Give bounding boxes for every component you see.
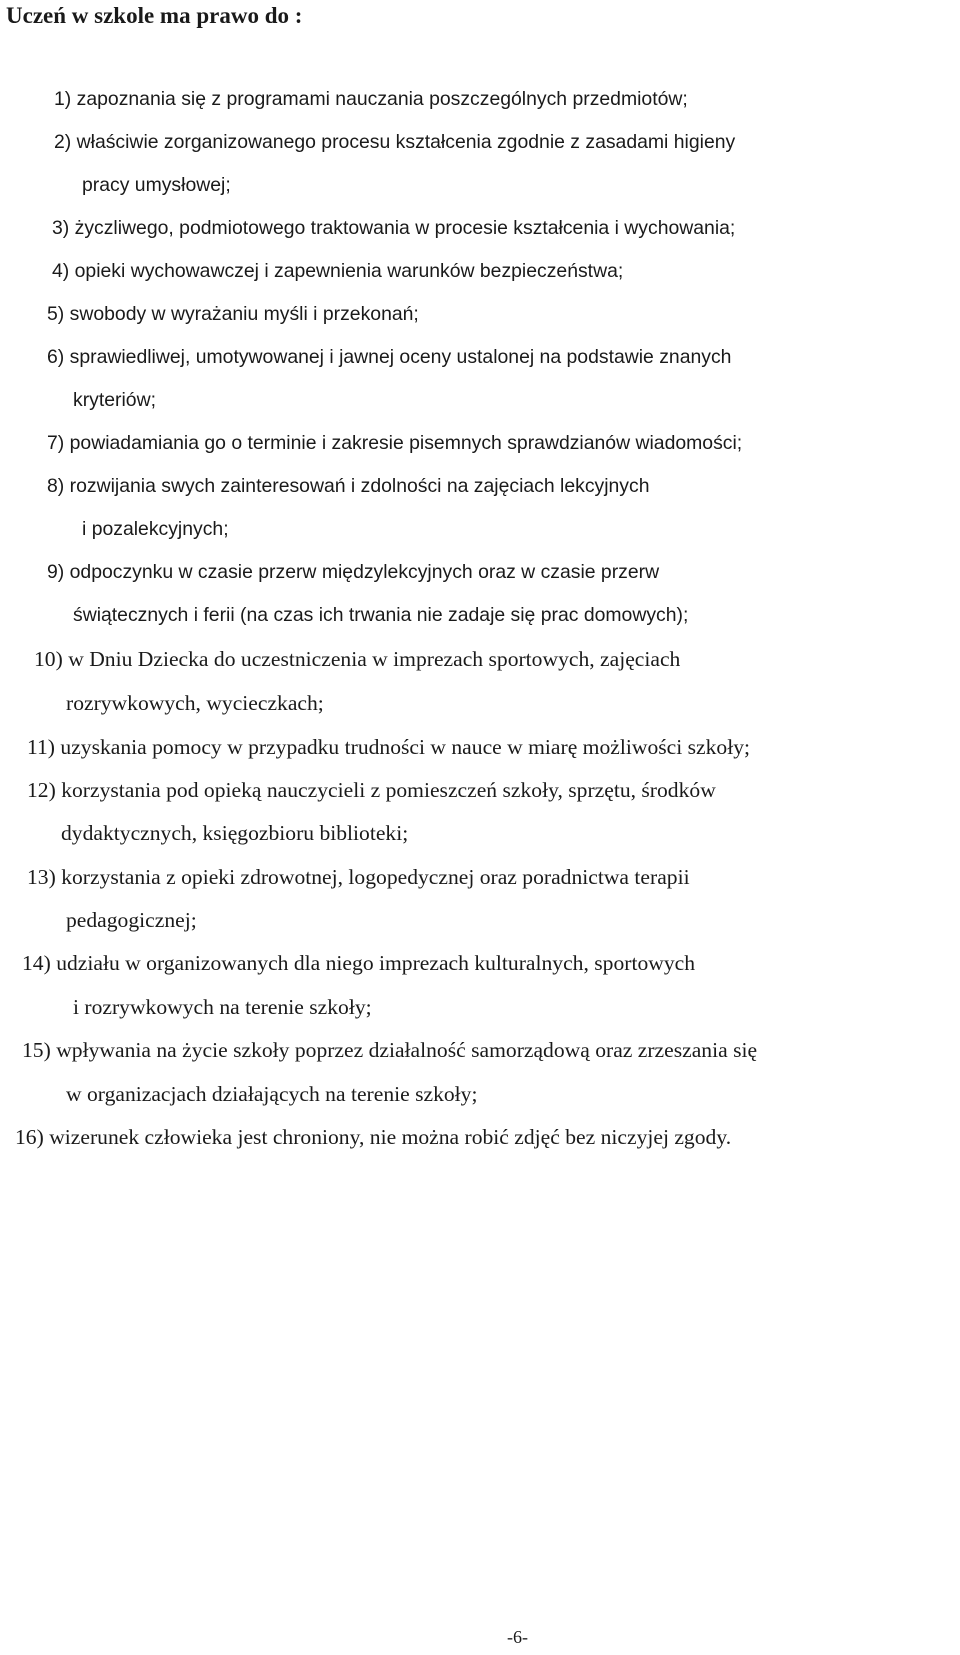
item-text: w Dniu Dziecka do uczestniczenia w imprezach sportowych, zajęciach [68,647,681,671]
right-item-12 [27,777,716,803]
item-text: opieki wychowawczej i zapewnienia warunków bezpieczeństwa; [74,260,624,282]
item-number: 15) [22,1038,51,1062]
item-continuation: i pozalekcyjnych; [82,518,229,540]
item-number: 3) [52,217,70,239]
item-text: powiadamiania go o terminie i zakresie pisemnych sprawdzianów wiadomości; [69,432,743,454]
item-number: 10) [34,647,63,671]
item-text: wizerunek człowieka jest chroniony, nie można robić zdjęć bez niczyjej zgody. [49,1125,732,1149]
item-text: udziału w organizowanych dla niego imprezach kulturalnych, sportowych [56,951,696,975]
item-continuation: pracy umysłowej; [82,174,231,196]
right-item-2 [54,129,735,155]
item-text: życzliwego, podmiotowego traktowania w procesie kształcenia i wychowania; [74,217,736,239]
item-number: 2) [54,131,72,153]
item-number: 16) [15,1125,44,1149]
item-number: 1) [54,88,72,110]
right-item-8 [47,473,649,499]
item-text: sprawiedliwej, umotywowanej i jawnej oceny ustalonej na podstawie znanych [69,346,732,368]
right-item-7 [47,430,742,456]
item-text: zapoznania się z programami nauczania poszczególnych przedmiotów; [76,88,688,110]
page-number: -6- [507,1627,528,1647]
item-continuation: dydaktycznych, księgozbioru biblioteki; [61,821,409,845]
item-number: 4) [52,260,70,282]
item-continuation: pedagogicznej; [66,908,197,932]
item-text: swobody w wyrażaniu myśli i przekonań; [69,303,419,325]
item-number: 6) [47,346,65,368]
item-number: 14) [22,951,51,975]
page-heading: Uczeń w szkole ma prawo do : [6,3,303,28]
item-number: 5) [47,303,65,325]
right-item-6 [47,344,731,370]
item-text: wpływania na życie szkoły poprzez działalność samorządową oraz zrzeszania się [56,1038,758,1062]
item-text: rozwijania swych zainteresowań i zdolności na zajęciach lekcyjnych [69,475,650,497]
item-continuation: rozrywkowych, wycieczkach; [66,691,324,715]
item-number: 13) [27,865,56,889]
right-item-14 [22,950,695,976]
right-item-9 [47,559,659,585]
item-number: 9) [47,561,65,583]
item-continuation: i rozrywkowych na terenie szkoły; [73,995,372,1019]
item-text: korzystania z opieki zdrowotnej, logopedycznej oraz poradnictwa terapii [61,865,690,889]
item-number: 12) [27,778,56,802]
item-continuation: kryteriów; [73,389,156,411]
item-continuation: świątecznych i ferii (na czas ich trwania nie zadaje się prac domowych); [73,604,689,626]
right-item-4 [52,258,623,284]
item-text: odpoczynku w czasie przerw międzylekcyjnych oraz w czasie przerw [69,561,660,583]
item-number: 7) [47,432,65,454]
right-item-13 [27,864,690,890]
right-item-16 [15,1124,731,1150]
right-item-5 [47,301,419,327]
item-number: 11) [27,735,55,759]
right-item-1 [54,86,688,112]
item-text: korzystania pod opieką nauczycieli z pomieszczeń szkoły, sprzętu, środków [61,778,716,802]
item-number: 8) [47,475,65,497]
right-item-10 [34,646,680,672]
item-text: uzyskania pomocy w przypadku trudności w nauce w miarę możliwości szkoły; [60,735,751,759]
right-item-11 [27,734,750,760]
item-continuation: w organizacjach działających na terenie szkoły; [66,1082,478,1106]
right-item-15 [22,1037,757,1063]
right-item-3 [52,215,735,241]
item-text: właściwie zorganizowanego procesu kształcenia zgodnie z zasadami higieny [76,131,736,153]
